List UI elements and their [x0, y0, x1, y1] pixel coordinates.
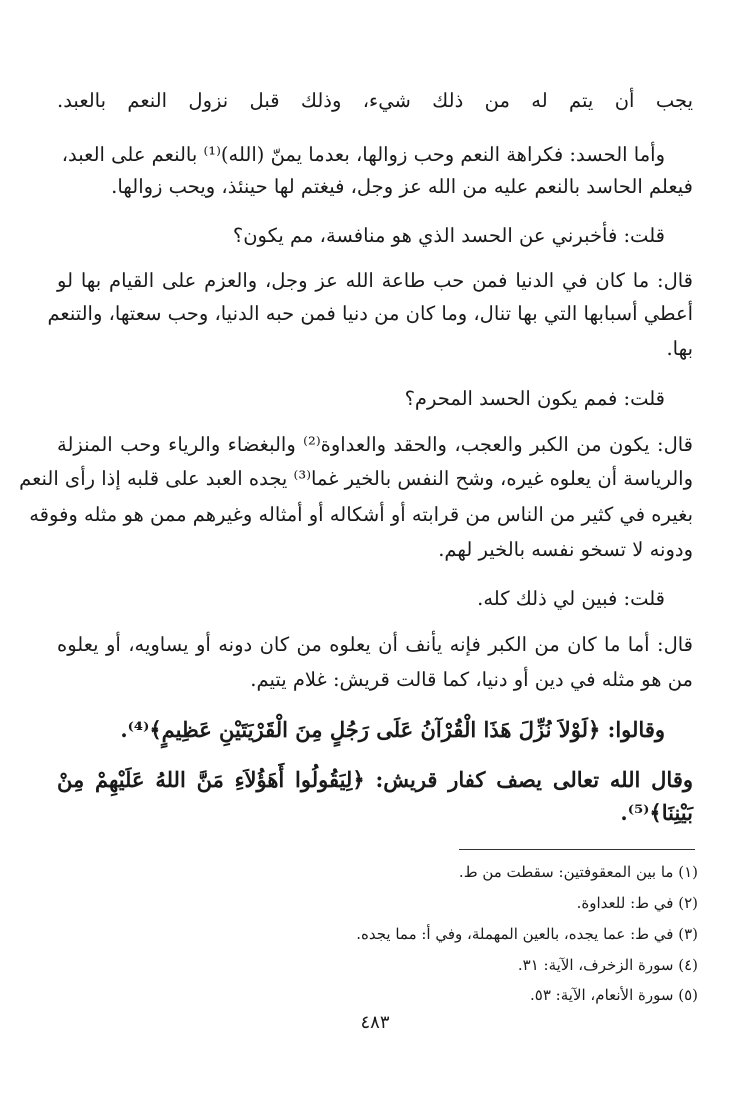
quran-verse-2-line-1: وقال الله تعالى يصف كفار قريش: ﴿لِيَقُولُوا أَهَؤُلاَءِ مَنَّ اللهُ عَلَيْهِمْ مِنْ [57, 767, 693, 792]
body-line-15: من هو مثله في دين أو دنيا، كما قالت قريش: غلام يتيم. [250, 668, 693, 691]
footnote-1: (١) ما بين المعقوفتين: سقطت من ط. [458, 863, 698, 881]
body-line-14: قال: أما ما كان من الكبر فإنه يأنف أن يعلوه من كان دونه أو يساويه، أو يعلوه [57, 633, 693, 656]
body-line-2: وأما الحسد: فكراهة النعم وحب زوالها، بعدما يمنّ (الله)⁽¹⁾ بالنعم على العبد، [61, 143, 665, 166]
body-line-7: بها. [666, 337, 693, 360]
footnote-4: (٤) سورة الزخرف، الآية: ٣١. [517, 956, 698, 974]
body-line-13: قلت: فبين لي ذلك كله. [477, 587, 665, 610]
body-line-3: فيعلم الحاسد بالنعم عليه من الله عز وجل، فيغتم لها حينئذ، ويحب زوالها. [111, 175, 693, 198]
body-line-12: ودونه لا تسخو نفسه بالخير لهم. [438, 538, 693, 561]
footnote-separator [459, 849, 695, 850]
body-line-10: والرياسة أن يعلوه غيره، وشح النفس بالخير غما⁽³⁾ يجده العبد على قلبه إذا رأى النعم [19, 467, 693, 490]
body-line-8: قلت: فمم يكون الحسد المحرم؟ [404, 387, 665, 410]
page-number: ٤٨٣ [360, 1012, 390, 1033]
quran-verse-1: وقالوا: ﴿لَوْلاَ نُزِّلَ هَذَا الْقُرْآنُ عَلَى رَجُلٍ مِنَ الْقَرْيَتَيْنِ عَظِيمٍ﴾⁽⁴⁾. [120, 717, 665, 742]
body-line-6: أعطي أسبابها التي بها تنال، وما كان من دنيا فمن حبه الدنيا، وحب سعتها، والتنعم [47, 302, 693, 325]
body-line-11: بغيره في كثير من الناس من قرابته أو أشكاله أو أمثاله وغيرهم ممن هو مثله وفوقه [29, 503, 693, 526]
quran-verse-2-line-2: بَيْنِنَا﴾⁽⁵⁾. [620, 800, 693, 825]
footnote-3: (٣) في ط: عما يجده، بالعين المهملة، وفي أ: مما يجده. [356, 925, 698, 943]
body-line-5: قال: ما كان في الدنيا فمن حب طاعة الله عز وجل، والعزم على القيام بها لو [57, 269, 693, 292]
body-line-4: قلت: فأخبرني عن الحسد الذي هو منافسة، مم يكون؟ [232, 224, 665, 247]
footnote-2: (٢) في ط: للعداوة. [576, 894, 698, 912]
body-line-9: قال: يكون من الكبر والعجب، والحقد والعداوة⁽²⁾ والبغضاء والرياء وحب المنزلة [57, 433, 693, 456]
body-line-1: يجب أن يتم له من ذلك شيء، وذلك قبل نزول النعم بالعبد. [57, 89, 693, 112]
footnote-5: (٥) سورة الأنعام، الآية: ٥٣. [530, 986, 698, 1004]
